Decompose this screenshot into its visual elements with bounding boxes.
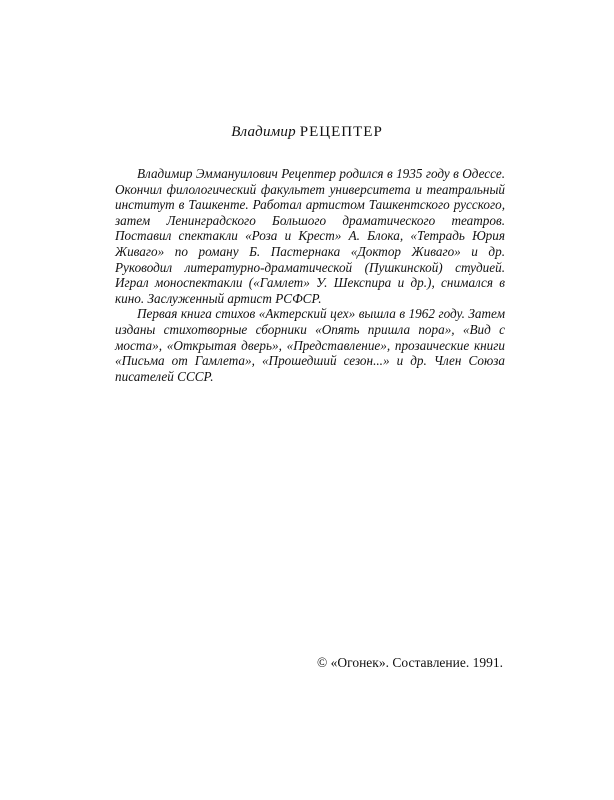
author-heading — [0, 124, 614, 141]
copyright-line: © «Огонек». Составление. 1991. — [317, 655, 503, 670]
biography-paragraph: Первая книга стихов «Актерский цех» вышла в 1962 году. Затем изданы стихотворные сборники «Опять пришла пора», «Вид с моста», «Открытая дверь», «Представление», прозаические книги «Письма от Гамлета», «Прошедший сезон...» и др. Член Союза писателей СССР. — [115, 306, 505, 384]
author-first-name: Владимир — [231, 124, 296, 140]
author-biography — [115, 166, 505, 384]
biography-paragraph: Владимир Эммануилович Рецептер родился в 1935 году в Одессе. Окончил филологический факультет университета и театральный институт в Ташкенте. Работал артистом Ташкентского русского, затем Ленинградского Большого драматического театров. Поставил спектакли «Роза и Крест» А. Блока, «Тетрадь Юрия Живаго» по роману Б. Пастернака «Доктор Живаго» и др. Руководил литературно-драматической (Пушкинской) студией. Играл моноспектакли («Гамлет» У. Шекспира и др.), снимался в кино. Заслуженный артист РСФСР. — [115, 166, 505, 306]
author-last-name: РЕЦЕПТЕР — [299, 124, 383, 140]
